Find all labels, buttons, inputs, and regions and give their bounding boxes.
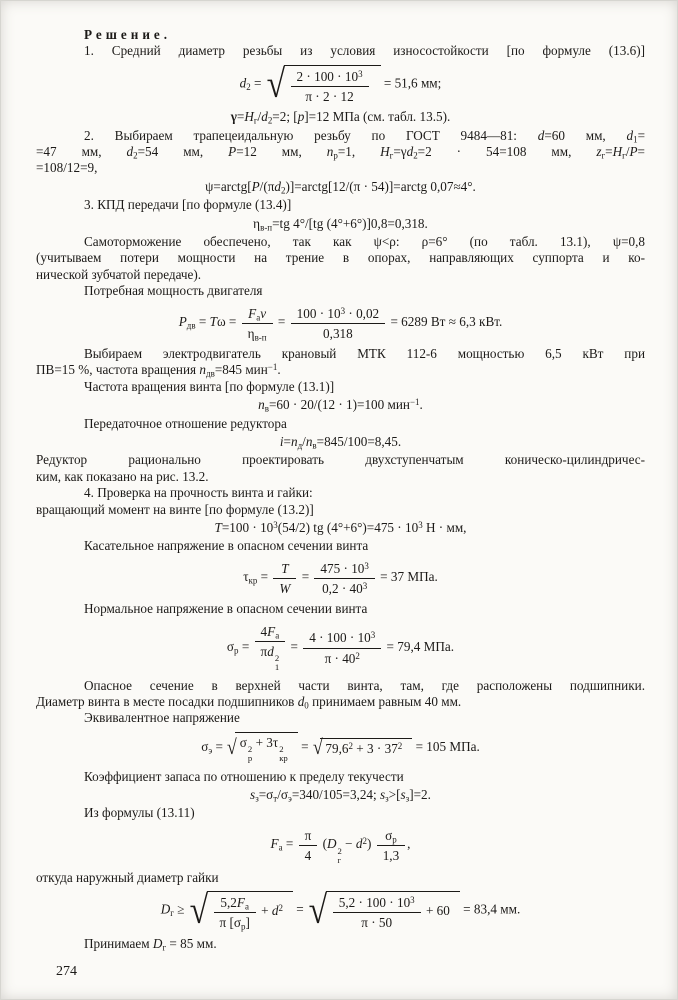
radical-sign-icon: √ [266, 61, 285, 106]
subscript: дв [186, 320, 196, 331]
math-var: s [250, 787, 256, 803]
math-var: D [160, 901, 171, 917]
formula-line: $i=n_д/n_в=845/100=8,45$. [279, 434, 402, 451]
subscript: з [255, 793, 259, 804]
fraction [297, 827, 320, 863]
math-var: d [297, 693, 305, 709]
formula-line: $n_в=60 \cdot 20/(12 \cdot 1)=100$ мин$^{-1}$. [258, 397, 423, 414]
vinculum-content: $\frac{5,2F_a}{\pi [\sigma_р]}$ + $d^2$ [207, 891, 293, 930]
numerator: $\sigma_р$ [377, 827, 405, 846]
subscript: э [208, 745, 213, 756]
radical-sign-icon: √ [308, 888, 328, 933]
paragraph-line: 1. Средний диаметр резьбы из условия износостойкости [по формуле (13.6)] [84, 43, 645, 59]
paragraph-line: Коэффициент запаса по отношению к пределу текучести [84, 768, 404, 784]
fraction [253, 623, 288, 673]
radical-sign-icon: √ [312, 734, 323, 759]
fraction [271, 560, 298, 596]
paragraph-line: =108/12=9, [36, 160, 98, 176]
subscript: 1 [274, 662, 280, 673]
paragraph-line: нической зубчатой передаче). [36, 266, 202, 282]
sub-sup-stack [338, 847, 342, 865]
subscript: з [405, 793, 410, 804]
superscript: 3 [362, 580, 368, 591]
page-content [36, 27, 645, 952]
fraction [212, 894, 258, 930]
paragraph-line: Решение. [84, 27, 172, 42]
math-var: d [239, 75, 247, 91]
superscript: 2 [247, 744, 253, 755]
math-var: P [251, 178, 260, 194]
numerator: $2 \cdot 100 \cdot 10^3$ [291, 68, 369, 87]
subscript: в [312, 440, 317, 451]
formula-line: $\psi=arctg[P/(\pi d_2)]=arctg[12/(\pi$ · 54)]=arctg 0,07≈4°. [205, 178, 476, 196]
fraction [375, 827, 407, 863]
paragraph-line: (учитываем потери мощности на трение в опорах, направляющих суппорта и ко- [36, 250, 645, 266]
superscript: 2 [397, 740, 403, 751]
subscript: 1 [633, 134, 638, 145]
subscript: р [234, 645, 239, 656]
math-var: n [326, 143, 334, 159]
subscript: 2 [133, 150, 138, 161]
numerator [242, 305, 273, 324]
math-var: D [326, 836, 337, 852]
math-var: T [281, 560, 289, 576]
math-var: d [537, 127, 545, 143]
formula-line: $\gamma=H_г/d_2=2$; [p]=12 МПа (см. табл. 13.5). [230, 109, 451, 126]
paragraph-line: Выбираем электродвигатель крановый МТК 112-6 мощностью 6,5 кВт при [84, 345, 645, 361]
radical-sign-icon: √ [189, 888, 208, 933]
math-var: d [126, 143, 134, 159]
subscript: р [333, 150, 338, 161]
paragraph-line: Нормальное напряжение в опасном сечении винта [84, 601, 368, 617]
superscript: 3 [364, 560, 369, 571]
math-var: F [270, 836, 279, 852]
subscript: э [287, 793, 292, 804]
subscript: 0 [304, 700, 309, 711]
numerator [273, 560, 296, 579]
superscript: 3 [370, 630, 376, 641]
math-var: F [267, 623, 276, 639]
subscript: г [253, 115, 258, 126]
paragraph-line: откуда наружный диаметр гайки [36, 869, 219, 885]
fraction [312, 560, 376, 596]
subscript: г [622, 150, 626, 161]
math-var: P [228, 143, 237, 159]
paragraph-line: Из формулы (13.11) [84, 805, 195, 821]
fraction [301, 629, 383, 665]
denominator: 1,3 [382, 848, 400, 863]
superscript: −1 [410, 397, 420, 408]
subscript: a [256, 312, 261, 323]
math-var: s [379, 787, 386, 803]
superscript: 2 [355, 650, 360, 661]
math-var: p [297, 109, 305, 125]
subscript: a [275, 630, 280, 641]
math-var: n [258, 397, 265, 413]
sub-sup-stack [279, 745, 288, 763]
math-var: d [271, 903, 279, 919]
math-var: d [274, 178, 281, 194]
formula-line: $P_{дв} = T\omega$ = $\frac{F_av}{\eta_{в-п}}$ = $\frac{100 \cdot 10^3 \cdot 0,02}{0,318}$ = 6289 Вт ≈ 6,3 кВт. [178, 305, 503, 343]
numerator: $4F_a$ [255, 623, 286, 642]
paragraph-line: =47 мм, $d_2=54$ мм, P=12 мм, $n_р=1$, $H_г=\gamma d_2=2 \cdot 54=108$ мм, $z_г=H_г/P=$ [36, 143, 645, 161]
formula-line: $s_з=\sigma_т/\sigma_э=340/105=3,24$; $s_з>[s_з]=2$. [250, 787, 431, 804]
fraction [240, 305, 275, 341]
paragraph-line: 3. КПД передачи [по формуле (13.4)] [84, 197, 292, 213]
vinculum-content [284, 65, 381, 104]
subscript: кр [279, 753, 288, 764]
subscript: г [170, 908, 174, 919]
superscript: 3 [418, 520, 423, 530]
superscript: 2 [279, 744, 284, 755]
math-var: n [305, 434, 313, 449]
superscript: 3 [340, 305, 346, 316]
subscript: 2 [246, 82, 251, 93]
subscript: 2 [267, 115, 273, 126]
vinculum-content: σ 2 р + 3τ 2 кр [235, 732, 298, 764]
math-var: d [406, 143, 414, 159]
paragraph-line: Принимаем $D_г = 85$ мм. [84, 935, 217, 953]
radical [188, 888, 293, 933]
math-var: F [236, 895, 245, 911]
formula-line: $F_a$ = $\frac{\pi}{4}$ (D 2 г − $d^2$) $\frac{\sigma_р}{1,3}$ , [270, 827, 411, 865]
paragraph-line: Потребная мощность двигателя [84, 283, 263, 299]
superscript: 2 [337, 845, 342, 856]
superscript: 2 [362, 836, 367, 846]
subscript: в [264, 403, 269, 414]
denominator: π $[\sigma_р]$ [219, 915, 250, 932]
numerator: π [299, 827, 318, 846]
math-var: D [152, 935, 163, 951]
math-var: z [596, 143, 602, 159]
math-var: n [199, 362, 206, 378]
subscript: г [337, 854, 342, 865]
math-var: H [612, 143, 623, 159]
numerator: $4 \cdot 100 \cdot 10^3$ [303, 629, 381, 648]
paragraph-line: 4. Проверка на прочность винта и гайки: [84, 485, 313, 501]
paragraph-line: 2. Выбираем трапецеидальную резьбу по ГОСТ 9484—81: d=60 мм, $d_1=$ [84, 127, 645, 145]
math-var: W [279, 581, 291, 597]
math-var: T [214, 520, 222, 536]
fraction [289, 68, 371, 104]
superscript: −1 [267, 362, 278, 373]
subscript: д [297, 440, 303, 451]
formula-line: $\sigma_э$ = √ σ 2 р + 3τ 2 кр = √ $79,6^2 + 3 \cdot 37^2$ = 105 МПа. [36, 732, 645, 764]
fraction [289, 305, 388, 341]
fraction [331, 894, 423, 930]
formula-line: $d_2$ = √ $\frac{2 \cdot 100 \cdot 10^3}{\pi \cdot 2 \cdot 12}$ = 51,6 мм; [239, 61, 442, 106]
superscript: 2 [348, 740, 353, 751]
denominator: 4 [304, 848, 312, 863]
math-var: s [400, 787, 406, 803]
formula-line: $D_г$ ≥ √ $\frac{5,2F_a}{\pi [\sigma_р]}$ + $d^2$ = √ $\frac{5,2 \cdot 100 \cdot 10^3}{\pi \cdot 50}$ + 60 = 83,4 мм. [160, 888, 521, 933]
paragraph-line: ким, как показано на рис. 13.2. [36, 468, 209, 484]
formula-line: $\eta_{в-п}=tg$ 4°/[tg (4°+6°)]0,8=0,318. [253, 215, 428, 233]
paragraph-line: Опасное сечение в верхней части винта, там, где расположены подшипники. [84, 677, 645, 693]
subscript: дв [206, 368, 215, 379]
math-var: P [178, 313, 187, 329]
formula-line: $T=100 \cdot 10^3(54/2)$ tg $(4^\circ+6^\circ)=475 \cdot 10^3$ Н · мм, [214, 520, 467, 536]
numerator: $5,2F_a$ [214, 894, 256, 913]
subscript: г [601, 150, 606, 161]
paragraph-line: Частота вращения винта [по формуле (13.1)] [84, 378, 335, 394]
paragraph-line: вращающий момент на винте [по формуле (13.2)] [36, 501, 314, 517]
math-var: d [626, 127, 634, 143]
radical [307, 888, 460, 933]
subscript: в-п [254, 332, 267, 343]
superscript: 3 [358, 68, 363, 79]
subscript: т [273, 793, 278, 804]
math-var: F [248, 305, 257, 321]
paragraph-line: Передаточное отношение редуктора [84, 415, 287, 431]
subscript: р [240, 921, 246, 932]
denominator: πd 2 1 [260, 643, 280, 673]
paragraph-line: Диаметр винта в месте посадки подшипников $d_0$ принимаем равным 40 мм. [36, 693, 462, 711]
subscript: 2 [413, 150, 418, 161]
superscript: 2 [278, 903, 283, 914]
subscript: р [392, 834, 397, 845]
denominator: 0,318 [323, 325, 353, 341]
paragraph-line: Редуктор рационально проектировать двухступенчатым коническо-цилиндричес- [36, 452, 645, 468]
subscript: 2 [280, 185, 286, 196]
math-var: H [244, 109, 254, 125]
radical [226, 732, 298, 764]
vinculum-content: $79,6^2 + 3 \cdot 37^2$ [320, 738, 412, 757]
radical-sign-icon: √ [227, 734, 237, 759]
superscript: 3 [273, 520, 278, 530]
superscript: 2 [274, 653, 280, 664]
numerator: $100 \cdot 10^3 \cdot 0,02$ [291, 305, 386, 324]
denominator: $\eta_{в-п}$ [247, 325, 267, 343]
paragraph-line: ПВ=15 %, частота вращения $n_{дв}=845$ мин$^{-1}$. [36, 362, 281, 379]
subscript: a [244, 901, 249, 912]
math-var: d [355, 836, 363, 852]
sub-sup-stack [275, 654, 279, 672]
radical [312, 734, 412, 759]
math-var: d [261, 109, 268, 125]
math-var: T [209, 313, 217, 329]
numerator: $5,2 \cdot 100 \cdot 10^3$ [333, 894, 421, 913]
denominator: $0,2 \cdot 40^3$ [322, 580, 368, 597]
formula-line: $\sigma_р$ = $4F_a$ πd 2 1 = $\frac{4 \cdot 100 \cdot 10^3}{\pi \cdot 40^2}$ = 79,4 МПа. [226, 623, 455, 673]
denominator: π · 2 · 12 [305, 88, 354, 104]
subscript: г [162, 942, 167, 953]
math-var: v [260, 305, 267, 321]
sub-sup-stack [248, 745, 252, 763]
paragraph-line: Касательное напряжение в опасном сечении винта [84, 538, 369, 554]
denominator [273, 579, 296, 596]
math-var: d [267, 643, 274, 659]
bold-text: γ [230, 109, 237, 125]
math-var: P [629, 143, 638, 159]
subscript: в-п [260, 222, 273, 233]
subscript: г [389, 150, 394, 161]
subscript: a [278, 842, 283, 853]
superscript: 3 [410, 895, 415, 906]
paragraph-line: Самоторможение обеспечено, так как ψ<ρ: ρ=6° (по табл. 13.1), ψ=0,8 [84, 234, 645, 249]
numerator: $475 \cdot 10^3$ [314, 560, 374, 579]
math-var: n [290, 434, 298, 449]
subscript: кр [248, 575, 258, 586]
formula-line: $\tau_{кр}$ = $\frac{T}{W}$ = $\frac{475 \cdot 10^3}{0,2 \cdot 40^3}$ = 37 МПа. [243, 560, 438, 597]
math-var: H [380, 143, 390, 159]
math-var: i [279, 434, 284, 449]
paragraph-line: Эквивалентное напряжение [84, 710, 240, 726]
page-number: 274 [56, 964, 77, 979]
denominator: $\pi \cdot 40^2$ [324, 650, 360, 666]
subscript: з [385, 793, 389, 804]
denominator: π · 50 [361, 915, 393, 931]
vinculum-content: $\frac{5,2 \cdot 100 \cdot 10^3}{\pi \cdot 50}$ + 60 [326, 891, 460, 930]
subscript: р [247, 753, 253, 764]
